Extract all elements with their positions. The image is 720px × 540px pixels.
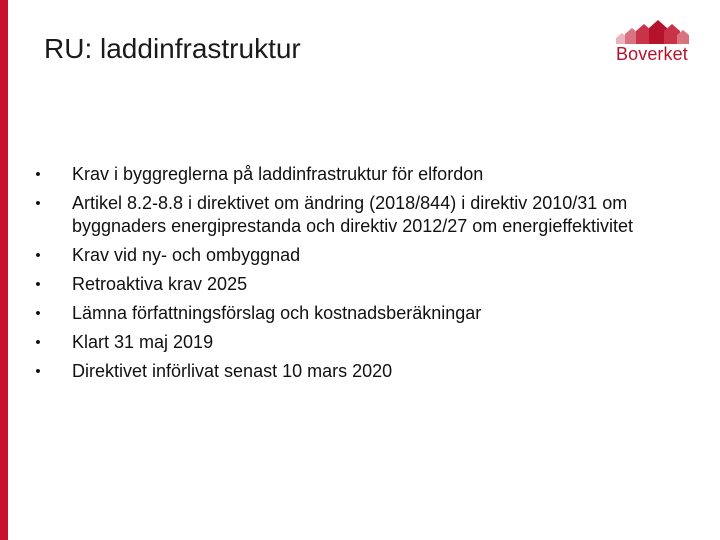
list-item (28, 244, 648, 267)
bullet-marker: • (35, 195, 41, 212)
boverket-logo (612, 20, 694, 70)
list-item (28, 273, 648, 296)
list-item (28, 331, 648, 354)
bullet-marker: • (35, 305, 41, 322)
bullet-marker: • (35, 276, 41, 293)
bullet-marker: • (35, 166, 41, 183)
bullet-list (28, 163, 648, 389)
bullet-text: Krav vid ny- och ombyggnad (72, 245, 301, 265)
slide-title: RU: laddinfrastruktur (44, 33, 301, 64)
list-item (28, 302, 648, 325)
list-item (28, 360, 648, 383)
bullet-text: Krav i byggreglerna på laddinfrastruktur för elfordon (72, 164, 484, 184)
bullet-marker: • (35, 247, 41, 264)
list-item (28, 192, 648, 238)
bullet-marker: • (35, 363, 41, 380)
rooftops-logo-icon (616, 20, 690, 44)
bullet-text: Retroaktiva krav 2025 (72, 274, 248, 294)
bullet-marker: • (35, 334, 41, 351)
logo-text: Boverket (616, 44, 688, 64)
bullet-text: Artikel 8.2-8.8 i direktivet om ändring (2018/844) i direktiv 2010/31 om byggnaders energiprestanda och direktiv 2012/27 om energieffektivitet (72, 193, 634, 236)
bullet-text: Lämna författningsförslag och kostnadsberäkningar (72, 303, 482, 323)
bullet-text: Klart 31 maj 2019 (72, 332, 214, 352)
left-accent-bar (0, 0, 8, 540)
bullet-text: Direktivet införlivat senast 10 mars 2020 (72, 361, 393, 381)
list-item (28, 163, 648, 186)
